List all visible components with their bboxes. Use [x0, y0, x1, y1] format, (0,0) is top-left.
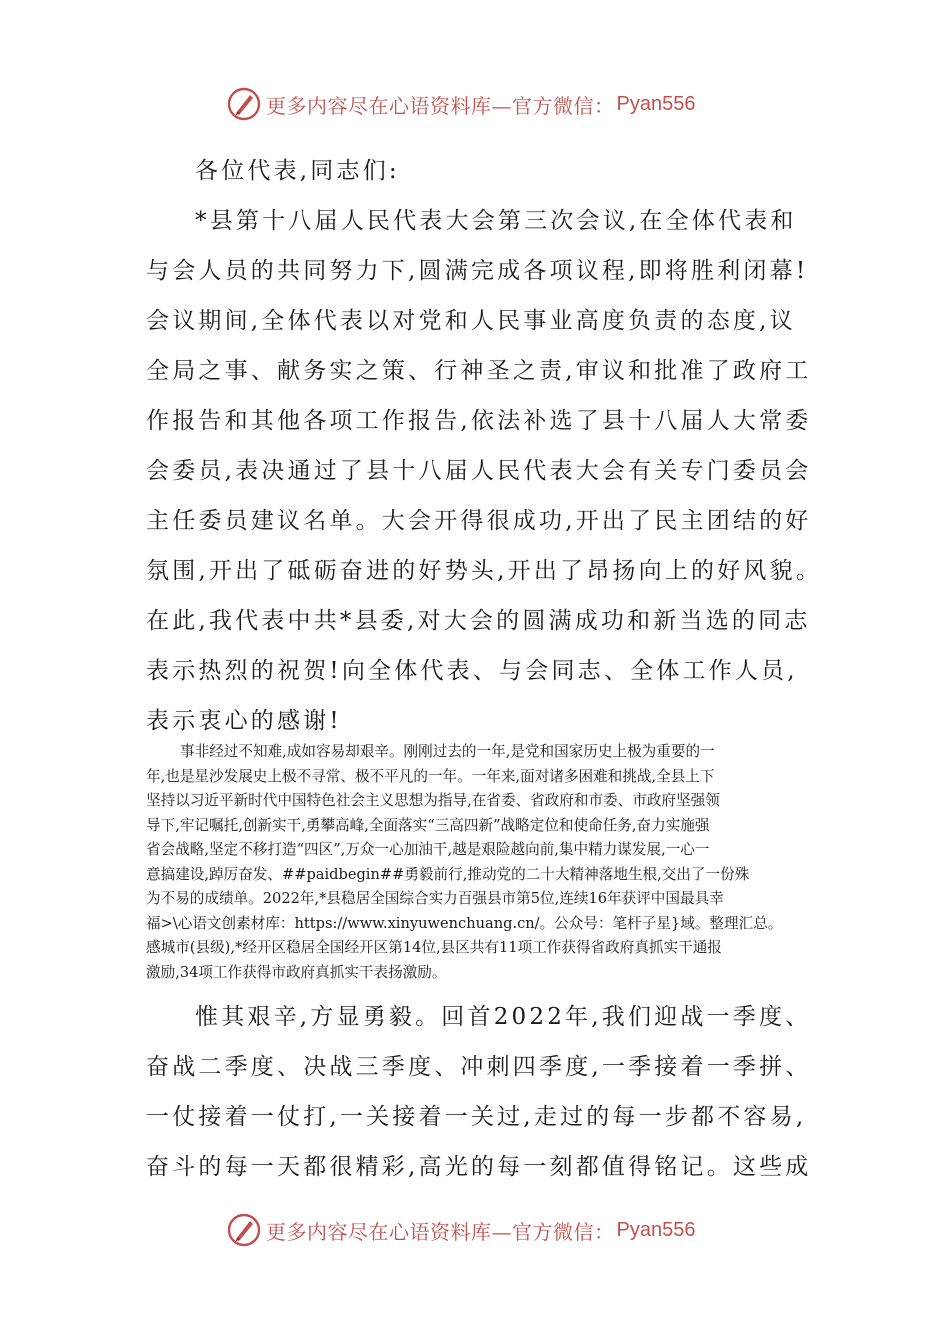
small-line: 导下,牢记嘱托,创新实干,勇攀高峰,全面落实“三高四新”战略定位和使命任务,奋力实施强: [146, 816, 710, 834]
banner-wechat-id: Pyan556: [616, 92, 696, 115]
paragraph-line: 惟其艰辛,方显勇毅。回首2022年,我们迎战一季度、: [195, 1004, 812, 1030]
paragraph-line: 表示衷心的感谢!: [146, 708, 342, 734]
pen-feather-logo-icon: [226, 86, 262, 122]
paragraph-line: 会议期间,全体代表以对党和人民事业高度负责的态度,议: [146, 308, 796, 334]
paragraph-line: 奋斗的每一天都很精彩,高光的每一刻都值得铭记。这些成: [146, 1154, 812, 1180]
banner-slogan: 更多内容尽在心语资料库—官方微信：: [266, 93, 615, 118]
speech-opening-section: [146, 146, 823, 746]
paragraph-line: 奋战二季度、决战三季度、冲刺四季度,一季接着一季拼、: [146, 1054, 812, 1080]
small-line: 坚持以习近平新时代中国特色社会主义思想为指导,在省委、省政府和市委、市政府坚强领: [146, 792, 720, 809]
banner-wechat-id: Pyan556: [616, 1218, 696, 1241]
paragraph-line: 与会人员的共同努力下,圆满完成各项议程,即将胜利闭幕!: [146, 258, 809, 284]
small-line: 意搞建设,踔厉奋发、##paidbegin##勇毅前行,推动党的二十大精神落地生根,交出了一份殊: [146, 865, 750, 883]
small-line: 激励,34项工作获得市政府真抓实干表扬激励。: [146, 963, 447, 981]
paragraph-line: 会委员,表决通过了县十八届人民代表大会有关专门委员会: [146, 458, 812, 484]
small-line: 福>\心语文创素材库：https://www.xinyuwenchuang.cn/。公众号：笔杆子星}域。整理汇总。: [146, 914, 783, 932]
small-line: 省会战略,坚定不移打造“四区”,万众一心加油干,越是艰险越向前,集中精力谋发展,一心一: [146, 841, 710, 858]
small-line: 感城市(县级),*经开区稳居全国经开区第14位,县区共有11项工作获得省政府真抓实干通报: [146, 939, 722, 956]
speech-review-section: [146, 992, 811, 1192]
paragraph-line: 全局之事、献务实之策、行神圣之责,审议和批准了政府工: [146, 358, 812, 384]
paragraph-line: *县第十八届人民代表大会第三次会议,在全体代表和: [195, 208, 797, 234]
small-line: 为不易的成绩单。2022年,*县稳居全国综合实力百强县市第5位,连续16年获评中国最具幸: [146, 890, 724, 907]
salutation-line: 各位代表,同志们:: [195, 158, 400, 184]
paragraph-line: 主任委员建议名单。大会开得很成功,开出了民主团结的好: [146, 508, 812, 534]
header-watermark-banner: [226, 84, 746, 124]
footer-watermark-banner: [226, 1210, 746, 1250]
banner-slogan: 更多内容尽在心语资料库—官方微信：: [266, 1219, 615, 1244]
small-print-paragraph: [146, 740, 810, 985]
paragraph-line: 作报告和其他各项工作报告,依法补选了县十八届人大常委: [146, 408, 812, 434]
paragraph-line: 表示热烈的祝贺!向全体代表、与会同志、全体工作人员,: [146, 658, 798, 684]
paragraph-line: 在此,我代表中共*县委,对大会的圆满成功和新当选的同志: [146, 608, 811, 634]
small-line: 年,也是星沙发展史上极不寻常、极不平凡的一年。一年来,面对诸多困难和挑战,全县上下: [146, 767, 715, 785]
small-line: 事非经过不知难,成如容易却艰辛。刚刚过去的一年,是党和国家历史上极为重要的一: [180, 743, 715, 760]
paragraph-line: 氛围,开出了砥砺奋进的好势头,开出了昂扬向上的好风貌。: [146, 558, 823, 584]
paragraph-line: 一仗接着一仗打,一关接着一关过,走过的每一步都不容易,: [146, 1104, 807, 1130]
pen-feather-logo-icon: [226, 1212, 262, 1248]
